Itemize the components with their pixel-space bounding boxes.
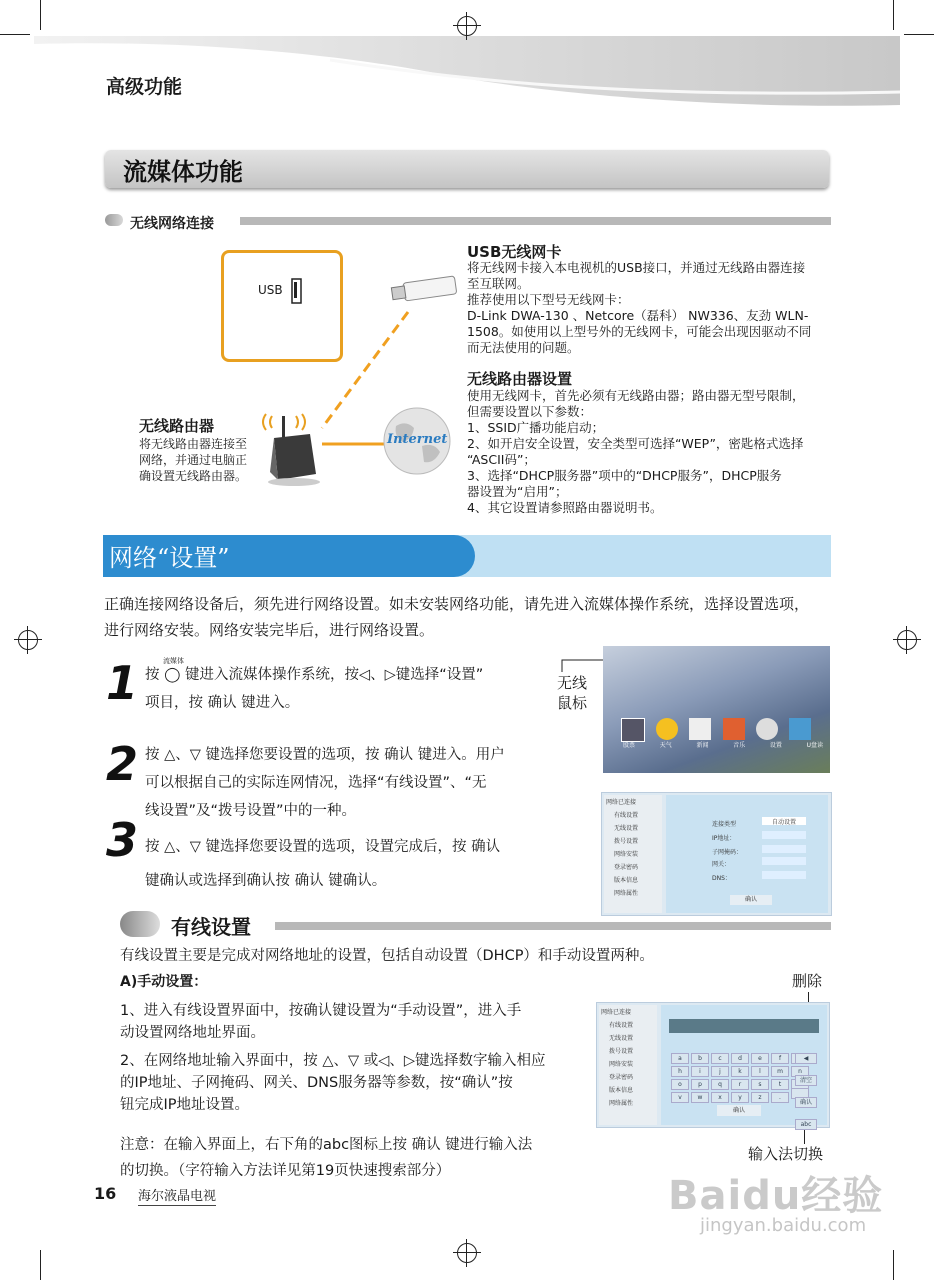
registration-mark-left	[18, 630, 38, 650]
menu-item: 网络已连接	[601, 1009, 632, 1016]
key[interactable]: y	[731, 1092, 749, 1103]
key[interactable]: k	[731, 1066, 749, 1077]
heading-rule	[240, 217, 831, 225]
key[interactable]: n	[791, 1066, 809, 1077]
key[interactable]: v	[671, 1092, 689, 1103]
key[interactable]: w	[691, 1092, 709, 1103]
network-heading-bar	[103, 535, 831, 577]
key[interactable]: b	[691, 1053, 709, 1064]
wired-note: 注意：在输入界面上，右下角的abc图标上按 确认 键进行输入法 的切换。（字符输入方法详见第19页快速搜索部分）	[120, 1137, 533, 1179]
key[interactable]: .	[771, 1092, 789, 1103]
form-label: IP地址：	[712, 835, 736, 842]
menu-item: 拨号设置	[614, 838, 639, 845]
key[interactable]: a	[671, 1053, 689, 1064]
step-2-text: 按 △、▽ 键选择您要设置的选项，按 确认 键进入。用户 可以根据自己的实际连网情况，选择“有线设置”、“无 线设置”及“拨号设置”中的一种。	[145, 747, 505, 819]
watermark-url: jingyan.baidu.com	[700, 1215, 867, 1236]
usb-card-title: USB无线网卡	[467, 243, 562, 261]
key[interactable]: x	[711, 1092, 729, 1103]
key[interactable]: d	[731, 1053, 749, 1064]
key[interactable]: i	[691, 1066, 709, 1077]
usb-label: USB	[258, 283, 283, 297]
router-desc: 将无线路由器连接至 网络，并通过电脑正 确设置无线路由器。	[139, 437, 248, 483]
ok-button[interactable]: 确认	[730, 895, 772, 905]
form-value: 自动设置	[762, 817, 806, 825]
key[interactable]: r	[731, 1079, 749, 1090]
step-3-number: 3	[106, 813, 139, 867]
section-title: 流媒体功能	[123, 158, 243, 186]
step-1-number: 1	[106, 656, 139, 710]
launcher-icon-label: U盘读	[806, 742, 823, 749]
menu-item: 版本信息	[614, 877, 639, 884]
wired-sub: A)手动设置：	[120, 974, 208, 990]
key[interactable]: t	[771, 1079, 789, 1090]
launcher-icon-label: 音乐	[733, 742, 746, 749]
key[interactable]: q	[711, 1079, 729, 1090]
wireless-heading: 无线网络连接	[130, 216, 214, 232]
bullet-icon	[105, 214, 123, 226]
key[interactable]: l	[751, 1066, 769, 1077]
key[interactable]: o	[671, 1079, 689, 1090]
menu-item: 网络安装	[609, 1061, 634, 1068]
menu-item: 无线设置	[614, 825, 639, 832]
network-settings-screenshot	[601, 792, 832, 916]
key[interactable]: e	[751, 1053, 769, 1064]
menu-item: 登录密码	[614, 864, 639, 871]
usb-dongle-icon	[390, 272, 462, 308]
key[interactable]: z	[751, 1092, 769, 1103]
keyboard-screenshot	[596, 1002, 830, 1128]
confirm-key[interactable]: 确认	[795, 1097, 817, 1108]
key[interactable]: p	[691, 1079, 709, 1090]
menu-item: 无线设置	[609, 1035, 634, 1042]
form-label: DNS：	[712, 875, 731, 882]
router-setup-title: 无线路由器设置	[467, 370, 573, 388]
router-setup-text: 使用无线网卡，首先必须有无线路由器；路由器无型号限制， 但需要设置以下参数： 1、SSID广播功能启动； 2、如开启安全设置，安全类型可选择“WEP”，密匙格式选择 “ASCII码”； 3、选择“DHCP服务器”项中的“DHCP服务”，DHCP服务 器设置为“启用”； 4、其它设置请参照路由器说明书。	[467, 388, 805, 515]
page-number: 16	[94, 1184, 117, 1203]
header-title: 高级功能	[106, 76, 183, 98]
registration-mark-bottom	[457, 1243, 477, 1263]
form-label: 网关：	[712, 861, 731, 868]
launcher-screenshot	[603, 646, 830, 773]
wired-intro: 有线设置主要是完成对网络地址的设置，包括自动设置（DHCP）和手动设置两种。	[120, 948, 654, 964]
key[interactable]: f	[771, 1053, 789, 1064]
delete-key[interactable]: ◀	[795, 1053, 817, 1064]
launcher-icon-label: 设置	[769, 742, 782, 749]
clear-key[interactable]: 清空	[795, 1075, 817, 1086]
ime-key[interactable]: abc	[795, 1119, 817, 1130]
form-label: 子网掩码：	[712, 849, 743, 856]
step-3-text: 按 △、▽ 键选择您要设置的选项，设置完成后，按 确认 键确认或选择到确认按 确认 键确认。	[145, 839, 501, 889]
key[interactable]: m	[771, 1066, 789, 1077]
internet-label: Internet	[387, 432, 448, 447]
registration-mark-right	[897, 630, 917, 650]
usb-card-text: 将无线网卡接入本电视机的USB接口，并通过无线路由器连接 至互联网。 推荐使用以下型号无线网卡： D-Link DWA-130 、Netcore（磊科） NW336、友劲 WLN- 1508。如使用以上型号外的无线网卡，可能会出现因驱动不同 而无法使用的问题。	[467, 260, 812, 355]
side-keys	[795, 1045, 817, 1130]
launcher-icon-label: 天气	[659, 742, 672, 749]
mouse-label: 无线 鼠标	[557, 674, 588, 712]
menu-item: 有线设置	[614, 812, 639, 819]
menu-item: 网络属性	[614, 890, 639, 897]
network-heading: 网络“设置”	[109, 544, 230, 572]
router-icon	[256, 412, 326, 487]
step-2-number: 2	[106, 737, 139, 791]
watermark-logo: Baidu经验	[668, 1173, 884, 1219]
key[interactable]: h	[671, 1066, 689, 1077]
form-label: 连接类型	[712, 821, 737, 828]
menu-item: 登录密码	[609, 1074, 634, 1081]
router-title: 无线路由器	[139, 417, 215, 435]
key-row	[671, 1084, 811, 1103]
menu-item: 网络已连接	[606, 799, 637, 806]
usb-port-icon	[290, 277, 304, 307]
key[interactable]: s	[751, 1079, 769, 1090]
menu-item: 网络安装	[614, 851, 639, 858]
wired-para-1: 1、进入有线设置界面中，按确认键设置为“手动设置”，进入手 动设置网络地址界面。	[120, 1003, 522, 1041]
delete-label: 删除	[792, 972, 823, 990]
step-1-btn-caption: 流媒体	[163, 657, 184, 665]
launcher-icon-label: 股票	[623, 742, 636, 749]
launcher-icon-label: 新闻	[696, 742, 709, 749]
menu-item: 版本信息	[609, 1087, 634, 1094]
wired-heading-rule	[275, 922, 831, 930]
footer-brand: 海尔液晶电视	[138, 1185, 216, 1206]
key[interactable]: j	[711, 1066, 729, 1077]
network-intro: 正确连接网络设备后，须先进行网络设置。如未安装网络功能，请先进入流媒体操作系统，选择设置选项， 进行网络安装。网络安装完毕后，进行网络设置。	[104, 595, 810, 639]
wired-bullet-icon	[120, 911, 160, 937]
menu-item: 拨号设置	[609, 1048, 634, 1055]
menu-item: 有线设置	[609, 1022, 634, 1029]
registration-mark-top	[457, 16, 477, 36]
wired-heading: 有线设置	[171, 915, 251, 939]
step-1-text: 按 ◯ 键进入流媒体操作系统，按◁、▷键选择“设置” 项目，按 确认 键进入。	[145, 667, 484, 711]
section-title-bar	[105, 150, 829, 188]
ok-button[interactable]: 确认	[717, 1105, 761, 1116]
menu-item: 网络属性	[609, 1100, 634, 1107]
ime-label: 输入法切换	[748, 1145, 824, 1163]
wired-para-2: 2、在网络地址输入界面中，按 △、▽ 或◁、▷键选择数字输入相应 的IP地址、子网掩码、网关、DNS服务器等参数，按“确认”按 钮完成IP地址设置。	[120, 1053, 546, 1113]
key[interactable]: c	[711, 1053, 729, 1064]
